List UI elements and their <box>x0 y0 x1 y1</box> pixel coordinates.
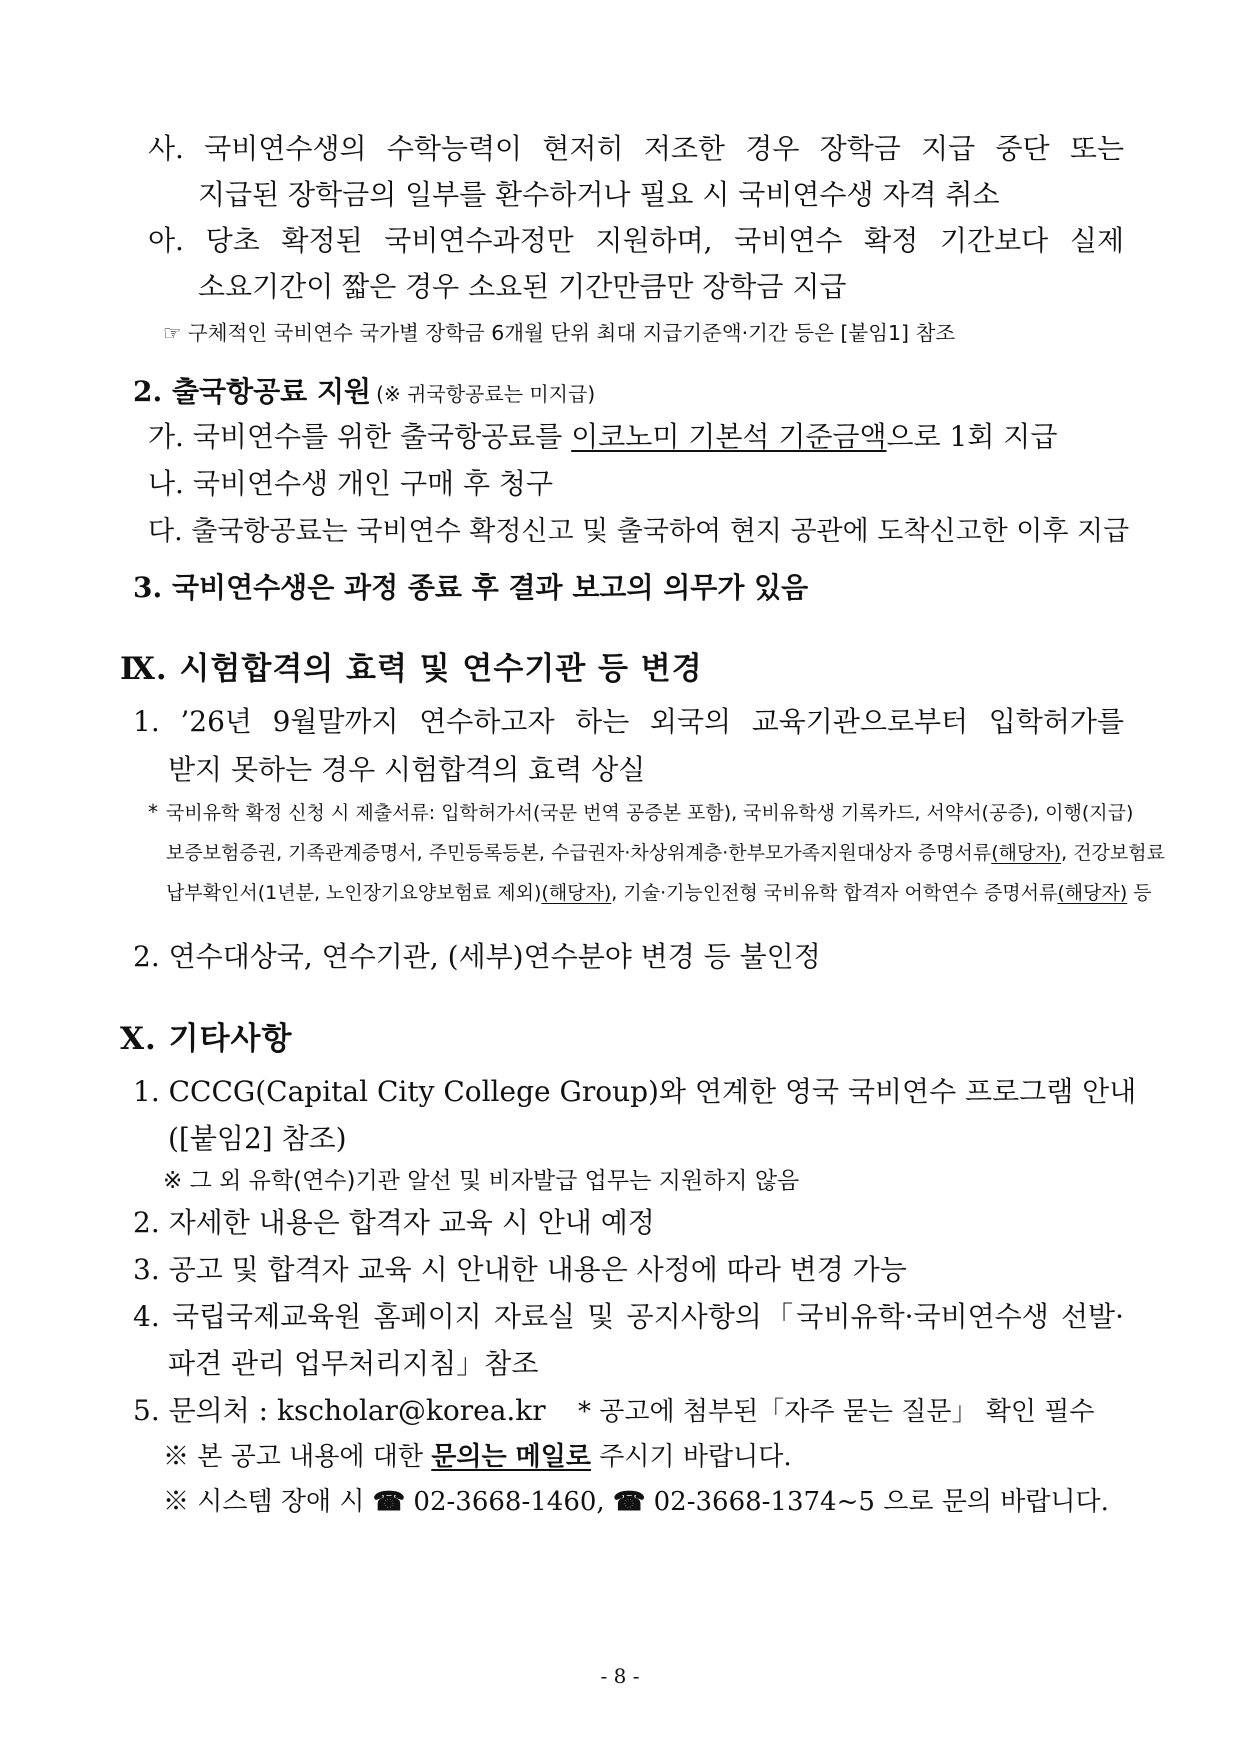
item2-note: (※ 귀국항공료는 미지급) <box>376 382 596 406</box>
phone-suffix: 으로 문의 바랍니다. <box>883 1487 1109 1517</box>
item2-title: 2. 출국항공료 지원 <box>133 375 372 408</box>
item2-da: 다. 출국항공료는 국비연수 확정신고 및 출국하여 현지 공관에 도착신고한 이후 지급 <box>148 516 1130 547</box>
ga-suffix: 으로 1회 지급 <box>886 420 1058 453</box>
item-a-line2: 소요기간이 짧은 경우 소요된 기간만큼만 장학금 지급 <box>198 270 847 303</box>
item3: 3. 국비연수생은 과정 종료 후 결과 보고의 의무가 있음 <box>133 571 809 604</box>
note-line3-end: 등 <box>1127 882 1152 904</box>
phone-number-1: 02-3668-1460, <box>413 1487 605 1517</box>
pointing-hand-icon: ☞ <box>163 321 182 345</box>
section-9-item1-line1: 1. ’26년 9월말까지 연수하고자 하는 외국의 교육기관으로부터 입학허가를 <box>133 705 1124 738</box>
faq-note: * 공고에 첨부된「자주 묻는 질문」 확인 필수 <box>578 1397 1095 1427</box>
documents-note-line2 <box>166 838 1165 865</box>
documents-note-line3 <box>166 878 1152 905</box>
section-10-heading: Ⅹ. 기타사항 <box>120 1021 293 1057</box>
section-9-item1-line2: 받지 못하는 경우 시험합격의 효력 상실 <box>168 753 646 786</box>
section-9-item2: 2. 연수대상국, 연수기관, (세부)연수분야 변경 등 불인정 <box>133 940 821 973</box>
item2-heading <box>133 370 595 410</box>
note-marker: * <box>148 800 158 824</box>
note-line3-rest: , 기술·기능인전형 국비유학 합격자 어학연수 증명서류 <box>611 882 1058 904</box>
contact-line <box>133 1389 546 1429</box>
mail-suffix: 주시기 바랍니다. <box>599 1442 792 1472</box>
section-10-item1-line2: ([붙임2] 참조) <box>168 1122 347 1155</box>
section-10-item1-line1: 1. CCCG(Capital City College Group)와 연계한 영국 국비연수 프로그램 안내 <box>133 1075 1137 1108</box>
note-line3-text: 납부확인서(1년분, 노인장기요양보험료 제외) <box>166 882 542 904</box>
documents-note-line1: 국비유학 확정 신청 시 제출서류: 입학허가서(국문 번역 공증본 포함), 국비유학생 기록카드, 서약서(공증), 이행(지급) <box>166 802 1134 824</box>
telephone-icon: ☎ <box>372 1487 406 1517</box>
item-sa-line1: 사. 국비연수생의 수학능력이 현저히 저조한 경우 장학금 지급 중단 또는 <box>148 132 1124 165</box>
note-line3-applicable: (해당자) <box>541 882 612 904</box>
section-9-heading: Ⅸ. 시험합격의 효력 및 연수기관 등 변경 <box>120 651 703 687</box>
phone-inquiry-note <box>163 1481 1109 1518</box>
item-sa-line2: 지급된 장학금의 일부를 환수하거나 필요 시 국비연수생 자격 취소 <box>198 178 1000 211</box>
mail-prefix: ※ 본 공고 내용에 대한 <box>163 1442 423 1472</box>
section-10-item1-note: ※ 그 외 유학(연수)기관 알선 및 비자발급 업무는 지원하지 않음 <box>163 1168 800 1194</box>
section-10-item4-line2: 파견 관리 업무처리지침」참조 <box>168 1347 539 1380</box>
reference-text: 구체적인 국비연수 국가별 장학금 6개월 단위 최대 지급기준액·기간 등은 [붙임1] 참조 <box>187 321 956 345</box>
phone-prefix: ※ 시스템 장애 시 <box>163 1487 365 1517</box>
mail-underlined: 문의는 메일로 <box>431 1442 592 1472</box>
contact-email: 5. 문의처 : kscholar@korea.kr <box>133 1394 546 1427</box>
telephone-icon-2: ☎ <box>612 1487 646 1517</box>
mail-inquiry-note <box>163 1436 792 1473</box>
ga-underlined: 이코노미 기본석 기준금액 <box>571 420 887 453</box>
section-10-item3: 3. 공고 및 합격자 교육 시 안내한 내용은 사정에 따라 변경 가능 <box>133 1253 907 1286</box>
note-line2-rest: , 건강보험료 <box>1061 842 1165 864</box>
item2-ga <box>148 415 1057 455</box>
section-10-item4-line1: 4. 국립국제교육원 홈페이지 자료실 및 공지사항의「국비유학·국비연수생 선발· <box>133 1300 1124 1333</box>
page-number: - 8 - <box>600 1664 640 1688</box>
phone-number-2: 02-3668-1374~5 <box>653 1487 875 1517</box>
section-10-item2: 2. 자세한 내용은 합격자 교육 시 안내 예정 <box>133 1206 655 1239</box>
item2-na: 나. 국비연수생 개인 구매 후 청구 <box>148 467 554 500</box>
ga-prefix: 가. 국비연수를 위한 출국항공료를 <box>148 420 563 453</box>
item-a-line1: 아. 당초 확정된 국비연수과정만 지원하며, 국비연수 확정 기간보다 실제 <box>148 224 1124 257</box>
note-line2-applicable: (해당자) <box>991 842 1062 864</box>
note-line2-text: 보증보험증권, 기족관계증명서, 주민등록등본, 수급권자·차상위계층·한부모가족지원대상자 증명서류 <box>166 842 992 864</box>
reference-note <box>163 316 955 346</box>
note-line3-applicable2: (해당자) <box>1057 882 1128 904</box>
